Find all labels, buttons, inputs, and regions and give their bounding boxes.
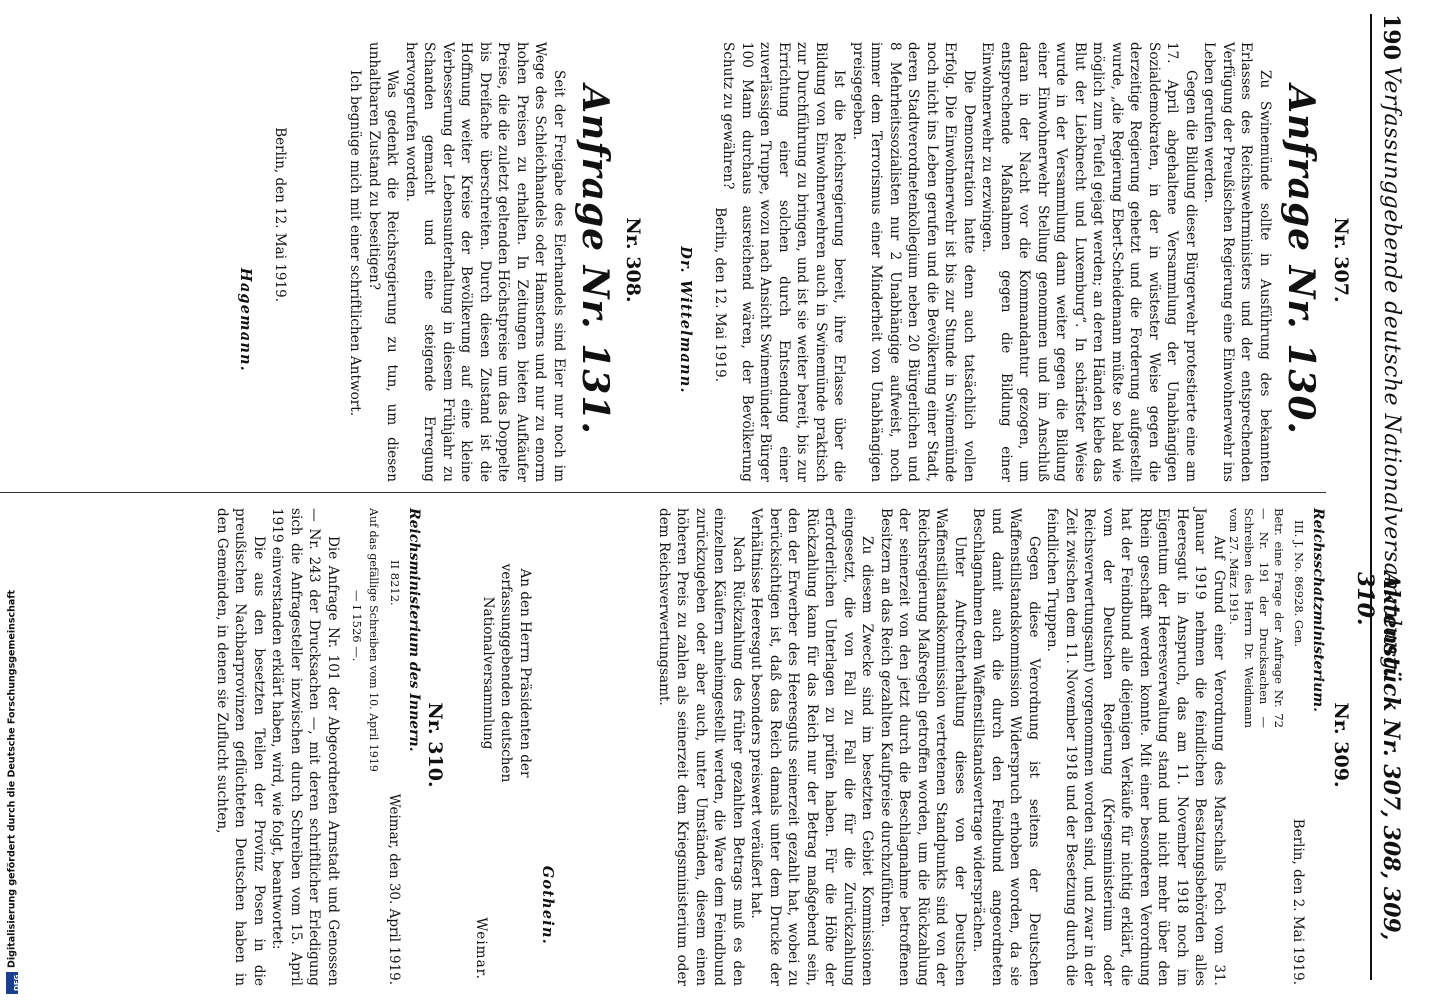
ministry-name: Reichsschatzministerium. <box>1310 508 1326 712</box>
anfrage-131-date: Berlin, den 12. Mai 1919. <box>272 127 288 302</box>
anfrage-130-heading: Anfrage Nr. 130. <box>1280 85 1322 435</box>
recipient-address: An den Herrn Präsidenten der verfassunggebenden deutschen Nationalversammlung <box>480 563 533 783</box>
anfrage-131-signature: Hagemann. <box>237 267 254 373</box>
paragraph: Die aus den besetzten Teilen der Provinz Posen in die preußischen Nachbarprovinzen geflüchteten Deutschen haben in den Gemeinden, in denen sie Zuflucht suchten, <box>214 508 267 986</box>
page-header-title: Verfassunggebende deutsche Nationalversammlung. <box>1379 66 1404 678</box>
document-number-310: Nr. 310. <box>424 702 446 788</box>
paragraph: Was gedenkt die Reichsregierung zu tun, um diesen unhaltbaren Zustand zu beseitigen? <box>366 42 401 482</box>
reference-number-2: — I 1526 —. <box>350 590 364 662</box>
paragraph: Ist die Reichsregierung bereit, ihre Erlasse über die Bildung von Einwohnerwehren auch in Swinemünde praktisch zur Durchführung zu bringen, und ist sie weiter bereit, bis zur Errichtung einer solchen durch Entsendung einer zuverlässigen Truppe, wozu nach Ansicht Swinemünder Bürger 100 Mann durchaus ausreichend wären, der Bevölkerung Schutz zu gewähren? <box>720 42 848 482</box>
nr310-body <box>213 508 343 986</box>
digitization-credit-text: Digitalisierung gefördert durch die Deutsche Forschungsgemeinschaft <box>6 590 18 968</box>
document-number-308: Nr. 308. <box>622 217 644 303</box>
header-rule <box>1370 14 1372 980</box>
reference-number: II 8212. <box>388 560 402 606</box>
anfrage-130-signature: Dr. Wittelmann. <box>677 246 694 394</box>
page-header-document-range: Aktenstück Nr. 307, 308, 309, 310. <box>1352 572 1404 941</box>
paragraph: Nach Rückzahlung des früher gezahlten Betrags muß es den einzelnen Käufern anheimgestellt werden, die Ware dem Feindbund zurückzugeben oder aber auch, unter Umständen, diesem einen höheren Preis zu zahlen als seinerzeit dem Kriegsministerium oder dem Reichsverwertungsamt. <box>656 508 746 986</box>
paragraph: Die Demonstration hatte denn auch tatsächlich vollen Erfolg. Die Einwohnerwehr ist bis zur Stunde in Swinemünde noch nicht ins Leben gerufen und die Bevölkerung einer Stadt, deren Stadtverordnetenkollegium neben 20 Bürgerlichen und 8 Mehrheitssozialisten nur 2 Unabhängige aufweist, noch immer dem Terrorismus einer Minderheit von Unabhängigen preisgegeben. <box>850 42 977 482</box>
dfg-logo-icon: DFG <box>6 972 18 994</box>
betreff: Auf das gefällige Schreiben vom 10. April 1919 <box>367 508 380 772</box>
reference-number: III. J. No. 86928. Gen. <box>1292 520 1306 648</box>
anfrage-130-date: Berlin, den 12. Mai 1919. <box>712 207 728 382</box>
recipient-place: Weimar. <box>473 917 489 980</box>
page-number: 190 <box>1378 14 1404 60</box>
nr310-date: Weimar, den 30. April 1919. <box>386 793 402 985</box>
betreff: Betr. eine Frage der Anfrage Nr. 72 — Nr. 191 der Drucksachen — Schreiben des Herrn Dr. Weidmann vom 27. März 1919. <box>1227 508 1286 728</box>
anfrage-131-heading: Anfrage Nr. 131. <box>574 85 616 435</box>
paragraph: Zu diesem Zwecke sind im besetzten Gebiet Kommissionen eingesetzt, die von Fall zu Fall die für die Zurückzahlung erforderlichen Unterlagen zu prüfen haben. Für die Höhe der Rückzahlung kann für das Reich nur der Betrag maßgebend sein, den der Erwerber des Heeresguts seinerzeit gezahlt hat, wobei zu berücksichtigen ist, daß das Reich damals unter dem Drucke der Verhältnisse Heeresgut besonders preiswert veräußert hat. <box>748 508 876 986</box>
paragraph: Zu Swinemünde sollte in Ausführung des bekannten Erlasses des Reichswehrministers und der entsprechenden Verfügung der Preußischen Regierung eine Einwohnerwehr ins Leben gerufen werden. <box>1201 42 1273 482</box>
nr309-signature: Gothein. <box>539 865 556 945</box>
nr309-date: Berlin, den 2. Mai 1919. <box>1290 818 1306 985</box>
paragraph: Auf Grund einer Verordnung des Marschalls Foch vom 31. Januar 1919 nehmen die feindlichen Besatzungsbehörden alles Heeresgut in Anspruch, das am 11. November 1918 noch im Eigentum der Heeresverwaltung stand und nicht mehr über den Rhein geschafft werden konnte. Mit einer besonderen Verordnung hat der Feindbund alle diejenigen Verkäufe für nichtig erklärt, die vom der Deutschen Regierung (Kriegsministerium oder Reichsverwertungsamt) vorgenommen worden sind, und zwar in der Zeit zwischen dem 11. November 1918 und der Besetzung durch die feindlichen Truppen. <box>1044 508 1227 986</box>
digitization-credit <box>6 590 21 994</box>
ministry-name: Reichsministerium des Innern. <box>406 508 422 752</box>
document-number-307: Nr. 307. <box>1330 217 1352 303</box>
paragraph: Ich begnüge mich mit einer schriftlichen Antwort. <box>347 70 364 417</box>
nr309-body <box>655 508 1229 986</box>
paragraph: Unter Aufrechterhaltung dieses von der Deutschen Waffenstillstandskommission vertretenen Standpunkts sind von der Reichsregierung Maßregeln getroffen worden, um die Rückzahlung der seinerzeit von den jetzt durch die Beschlagnahme betroffenen Besitzern an das Reich gezahlten Kaufpreise durchzuführen. <box>878 508 968 986</box>
paragraph: Die Anfrage Nr. 101 der Abgeordneten Arnstadt und Genossen — Nr. 243 der Drucksachen —, mit deren schriftlicher Erledigung sich die Anfragesteller inzwischen durch Schreiben vom 15. April 1919 einverstanden erklärt haben, wird, wie folgt, beantwortet: <box>269 508 341 986</box>
paragraph: Gegen die Bildung dieser Bürgerwehr protestierte eine am 17. April abgehaltene Versammlung der Unabhängigen Sozialdemokraten, in der in wüstester Weise gegen die derzeitige Regierung gehetzt und die Forderung aufgestellt wurde, „die Regierung Ebert-Scheidemann müßte so bald wie möglich zum Teufel gejagt werden; an deren Händen klebe das Blut der Liebknecht und Luxemburg“. In schärfster Weise wurde in der Versammlung dann weiter gegen die Bildung einer Einwohnerwehr Stellung genommen und im Anschluß daran in der Nacht vor die Kommandantur gezogen, um entsprechende Maßnahmen gegen die Bildung einer Einwohnerwehr zu erzwingen. <box>979 42 1199 482</box>
anfrage-131-body <box>346 42 568 482</box>
anfrage-130-body <box>719 42 1274 482</box>
column-divider <box>0 492 1326 493</box>
paragraph: Gegen diese Verordnung ist seitens der Deutschen Waffenstillstandskommission Widerspruch erhoben worden, da sie und damit auch die durch den Feindbund angeordneten Beschlagnahmen dem Waffenstillstandsvertrage widersprächen. <box>970 508 1042 986</box>
document-number-309: Nr. 309. <box>1330 702 1352 788</box>
paragraph: Seit der Freigabe des Eierhandels sind Eier nur noch im Wege des Schleichhandels oder Hamsterns und nur zu enorm hohen Preisen zu erhalten. In Zeitungen bieten Aufkäufer Preise, die die zuletzt geltenden Höchstpreise um das Doppelte bis Dreifache überschreiten. Durch diesen Zustand ist die Hoffnung weiter Kreise der Bevölkerung auf eine kleine Verbesserung der Lebensunterhaltung in diesem Frühjahr zu Schanden gemacht und eine steigende Erregung hervorgerufen worden. <box>403 42 567 482</box>
